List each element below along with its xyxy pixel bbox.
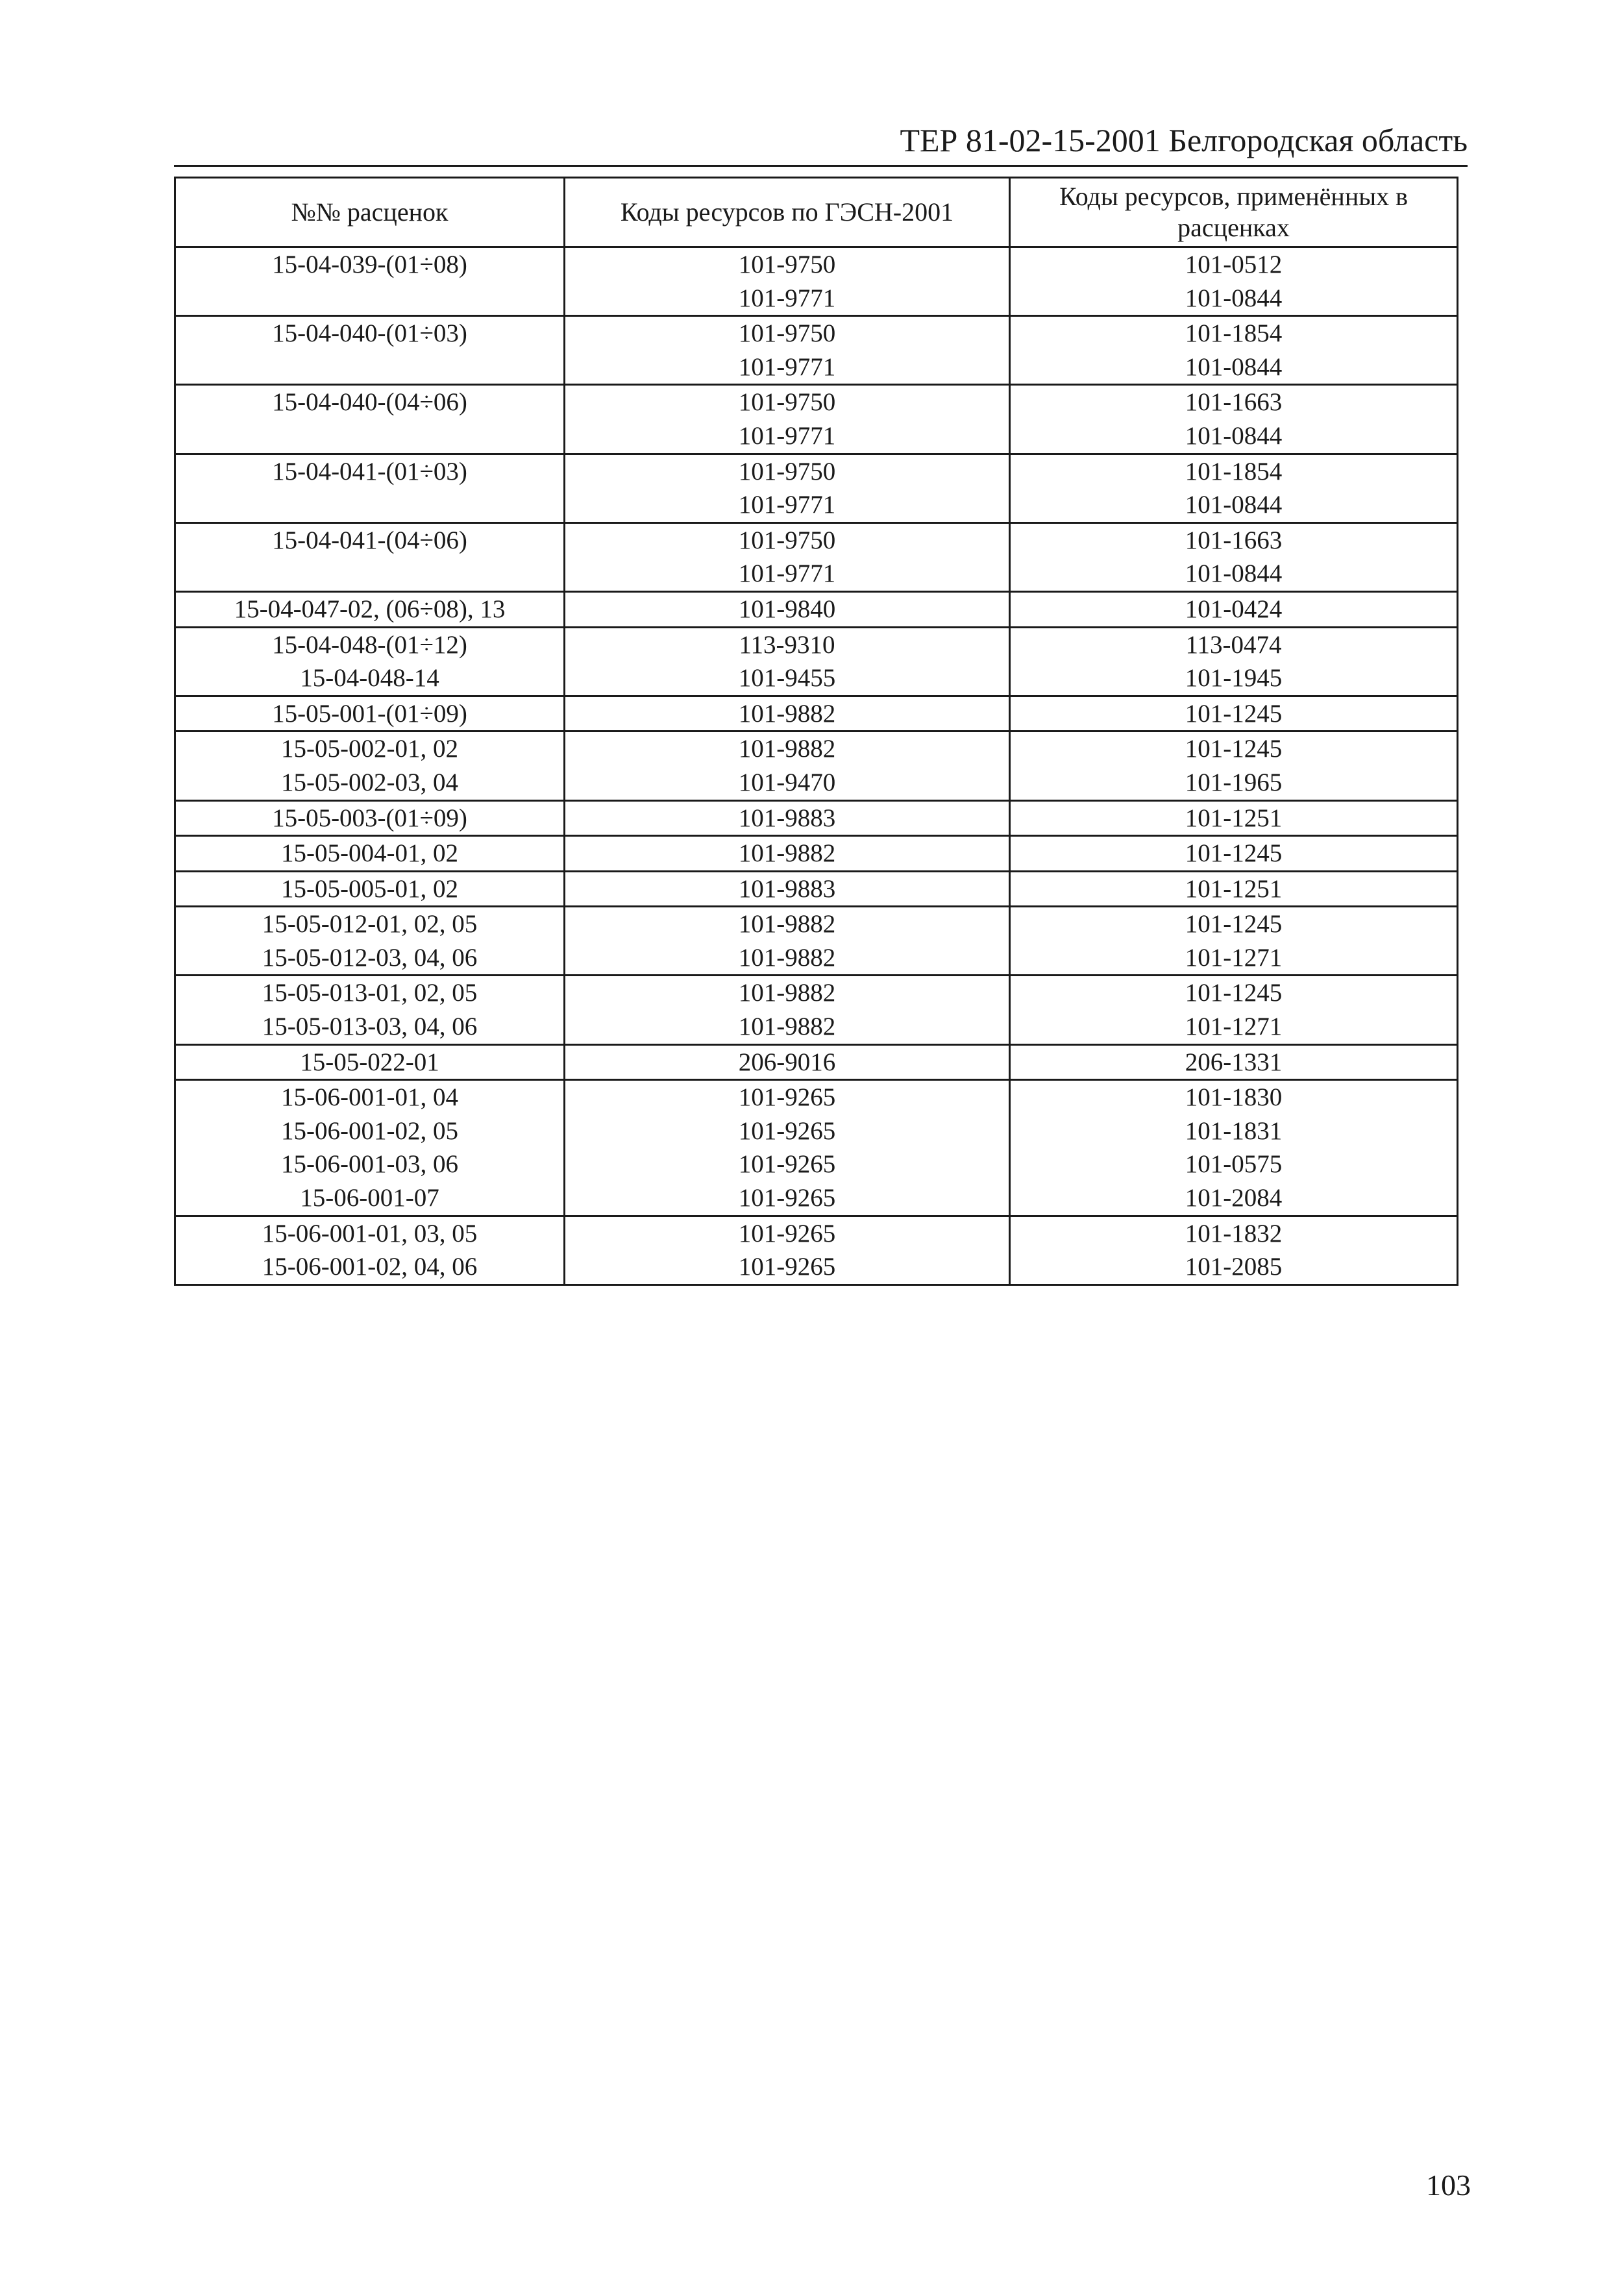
applied-code-cell (1010, 1216, 1458, 1284)
gesn-code-cell (565, 627, 1010, 696)
cell-line: 101-1271 (1185, 943, 1283, 972)
cell-line: 101-2084 (1185, 1184, 1283, 1212)
cell-line: 101-0844 (1185, 352, 1283, 381)
applied-code-cell (1010, 316, 1458, 385)
rate-cell (175, 800, 565, 836)
cell-line: 101-9750 (738, 251, 836, 278)
cell-line: 15-05-002-03, 04 (281, 768, 458, 796)
cell-line: 101-0844 (1185, 284, 1283, 312)
cell-line: 101-0844 (1185, 421, 1283, 450)
cell-line: 101-9750 (738, 388, 836, 417)
cell-line: 15-05-002-01, 02 (281, 735, 458, 763)
cell-line: 101-1832 (1185, 1219, 1283, 1247)
cell-line: 101-1245 (1185, 839, 1283, 868)
cell-line: 101-1945 (1185, 664, 1283, 693)
cell-line: 101-0575 (1185, 1150, 1283, 1179)
cell-line: 101-9265 (738, 1219, 836, 1247)
rate-cell (175, 836, 565, 872)
rate-cell (175, 385, 565, 454)
table-row (175, 385, 1458, 454)
applied-code-cell (1010, 871, 1458, 907)
table-row (175, 800, 1458, 836)
cell-line: 15-04-048-14 (300, 664, 439, 693)
cell-line: 15-05-001-(01÷09) (272, 699, 467, 728)
cell-line: 101-1831 (1185, 1116, 1283, 1145)
table-row (175, 591, 1458, 627)
cell-line: 101-2085 (1185, 1253, 1283, 1281)
cell-line: 101-9265 (738, 1253, 836, 1281)
cell-line: 101-0424 (1185, 595, 1283, 623)
applied-code-cell (1010, 385, 1458, 454)
cell-line: 101-1854 (1185, 457, 1283, 485)
table-row (175, 696, 1458, 731)
table-row (175, 627, 1458, 696)
gesn-code-cell (565, 1044, 1010, 1080)
cell-line: 101-1245 (1185, 910, 1283, 939)
table-row (175, 454, 1458, 522)
cell-line: 101-0512 (1185, 251, 1283, 278)
cell-line: 101-1663 (1185, 526, 1283, 554)
cell-line: 101-1663 (1185, 388, 1283, 417)
applied-code-cell (1010, 800, 1458, 836)
cell-line (176, 419, 563, 453)
cell-line: 101-1245 (1185, 735, 1283, 763)
cell-line: 101-9882 (738, 839, 836, 868)
resource-codes-table (174, 177, 1458, 1286)
cell-line: 101-9771 (738, 559, 836, 588)
gesn-code-cell (565, 1080, 1010, 1216)
table-row (175, 976, 1458, 1044)
cell-line: 101-9883 (738, 874, 836, 903)
cell-line: 101-1830 (1185, 1083, 1283, 1112)
cell-line: 101-1251 (1185, 804, 1283, 832)
cell-line: 101-9882 (738, 943, 836, 972)
cell-line: 101-1271 (1185, 1013, 1283, 1041)
table-row (175, 1216, 1458, 1284)
column-header-rate: №№ расценок (175, 178, 565, 247)
rate-cell (175, 627, 565, 696)
cell-line: 101-1245 (1185, 979, 1283, 1007)
table-header-row (175, 178, 1458, 247)
rate-cell (175, 907, 565, 976)
applied-code-cell (1010, 454, 1458, 522)
rate-cell (175, 522, 565, 591)
rate-cell (175, 454, 565, 522)
table-group (175, 385, 1458, 454)
cell-line: 15-04-048-(01÷12) (272, 630, 467, 659)
cell-line: 101-9265 (738, 1083, 836, 1112)
cell-line: 101-9882 (738, 735, 836, 763)
rate-cell (175, 1044, 565, 1080)
cell-line: 101-9455 (738, 664, 836, 693)
table-row (175, 316, 1458, 385)
applied-code-cell (1010, 247, 1458, 316)
cell-line: 101-0844 (1185, 559, 1283, 588)
rate-cell (175, 316, 565, 385)
cell-line: 101-9265 (738, 1116, 836, 1145)
cell-line: 101-1854 (1185, 319, 1283, 348)
gesn-code-cell (565, 907, 1010, 976)
cell-line: 15-04-041-(01÷03) (272, 457, 467, 485)
rate-cell (175, 976, 565, 1044)
cell-line: 101-9882 (738, 979, 836, 1007)
table-group (175, 731, 1458, 800)
applied-code-cell (1010, 696, 1458, 731)
cell-line: 15-06-001-03, 06 (281, 1150, 458, 1179)
cell-line: 101-0844 (1185, 491, 1283, 519)
cell-line: 101-9470 (738, 768, 836, 796)
table-group (175, 627, 1458, 696)
gesn-code-cell (565, 591, 1010, 627)
rate-cell (175, 871, 565, 907)
column-header-gesn-codes: Коды ресурсов по ГЭСН-2001 (565, 178, 1010, 247)
applied-code-cell (1010, 522, 1458, 591)
cell-line: 15-05-012-01, 02, 05 (262, 910, 478, 939)
table-row (175, 836, 1458, 872)
document-header: ТЕР 81-02-15-2001 Белгородская область (174, 121, 1468, 167)
table-row (175, 1044, 1458, 1080)
table-group (175, 316, 1458, 385)
applied-code-cell (1010, 627, 1458, 696)
column-header-applied-codes: Коды ресурсов, применённых в расценках (1010, 178, 1458, 247)
cell-line: 101-1251 (1185, 874, 1283, 903)
cell-line (176, 282, 563, 315)
rate-cell (175, 247, 565, 316)
table-group (175, 247, 1458, 316)
cell-line: 15-05-013-03, 04, 06 (262, 1013, 478, 1041)
cell-line: 15-05-022-01 (300, 1048, 439, 1076)
cell-line: 101-9883 (738, 804, 836, 832)
applied-code-cell (1010, 836, 1458, 872)
gesn-code-cell (565, 316, 1010, 385)
cell-line: 206-9016 (738, 1048, 836, 1076)
table-row (175, 731, 1458, 800)
cell-line: 15-05-005-01, 02 (281, 874, 458, 903)
cell-line: 15-05-003-(01÷09) (272, 804, 467, 832)
cell-line: 101-9771 (738, 421, 836, 450)
cell-line: 101-9750 (738, 526, 836, 554)
applied-code-cell (1010, 907, 1458, 976)
table-row (175, 907, 1458, 976)
gesn-code-cell (565, 385, 1010, 454)
cell-line: 101-9882 (738, 699, 836, 728)
cell-line: 101-9771 (738, 352, 836, 381)
cell-line: 101-9882 (738, 1013, 836, 1041)
cell-line: 15-04-040-(04÷06) (272, 388, 467, 417)
cell-line: 15-04-039-(01÷08) (272, 251, 467, 278)
cell-line: 15-04-047-02, (06÷08), 13 (234, 595, 506, 623)
gesn-code-cell (565, 1216, 1010, 1284)
gesn-code-cell (565, 731, 1010, 800)
cell-line: 15-06-001-02, 04, 06 (262, 1253, 478, 1281)
cell-line (176, 488, 563, 522)
cell-line: 15-05-004-01, 02 (281, 839, 458, 868)
gesn-code-cell (565, 836, 1010, 872)
page-number: 103 (1426, 2169, 1471, 2202)
table-group (175, 1044, 1458, 1080)
cell-line: 101-9265 (738, 1184, 836, 1212)
cell-line: 206-1331 (1185, 1048, 1283, 1076)
gesn-code-cell (565, 247, 1010, 316)
cell-line: 15-06-001-07 (300, 1184, 439, 1212)
applied-code-cell (1010, 1080, 1458, 1216)
cell-line: 15-04-040-(01÷03) (272, 319, 467, 348)
gesn-code-cell (565, 800, 1010, 836)
table-group (175, 1080, 1458, 1216)
cell-line: 101-9750 (738, 319, 836, 348)
cell-line (176, 350, 563, 384)
rate-cell (175, 731, 565, 800)
table-group (175, 591, 1458, 627)
rate-cell (175, 1080, 565, 1216)
table-group (175, 871, 1458, 907)
table-group (175, 696, 1458, 731)
table-group (175, 800, 1458, 836)
rate-cell (175, 696, 565, 731)
table-row (175, 522, 1458, 591)
applied-code-cell (1010, 1044, 1458, 1080)
table-row (175, 871, 1458, 907)
cell-line: 15-04-041-(04÷06) (272, 526, 467, 554)
cell-line (176, 557, 563, 591)
table-group (175, 522, 1458, 591)
cell-line: 15-06-001-02, 05 (281, 1116, 458, 1145)
cell-line: 101-9750 (738, 457, 836, 485)
cell-line: 15-06-001-01, 04 (281, 1083, 458, 1112)
cell-line: 101-1245 (1185, 699, 1283, 728)
table-row (175, 1080, 1458, 1216)
table-group (175, 1216, 1458, 1284)
cell-line: 101-9840 (738, 595, 836, 623)
cell-line: 101-9882 (738, 910, 836, 939)
cell-line: 15-05-012-03, 04, 06 (262, 943, 478, 972)
rate-cell (175, 591, 565, 627)
cell-line: 113-9310 (739, 630, 835, 659)
cell-line: 101-1965 (1185, 768, 1283, 796)
table-group (175, 454, 1458, 522)
gesn-code-cell (565, 871, 1010, 907)
table-group (175, 907, 1458, 976)
gesn-code-cell (565, 976, 1010, 1044)
table-group (175, 976, 1458, 1044)
gesn-code-cell (565, 522, 1010, 591)
applied-code-cell (1010, 976, 1458, 1044)
cell-line: 101-9265 (738, 1150, 836, 1179)
table-group (175, 836, 1458, 872)
rate-cell (175, 1216, 565, 1284)
gesn-code-cell (565, 696, 1010, 731)
resource-codes-table-container (174, 177, 1457, 1286)
cell-line: 15-05-013-01, 02, 05 (262, 979, 478, 1007)
applied-code-cell (1010, 731, 1458, 800)
cell-line: 101-9771 (738, 491, 836, 519)
cell-line: 15-06-001-01, 03, 05 (262, 1219, 478, 1247)
applied-code-cell (1010, 591, 1458, 627)
table-row (175, 247, 1458, 316)
cell-line: 113-0474 (1185, 630, 1282, 659)
gesn-code-cell (565, 454, 1010, 522)
cell-line: 101-9771 (738, 284, 836, 312)
